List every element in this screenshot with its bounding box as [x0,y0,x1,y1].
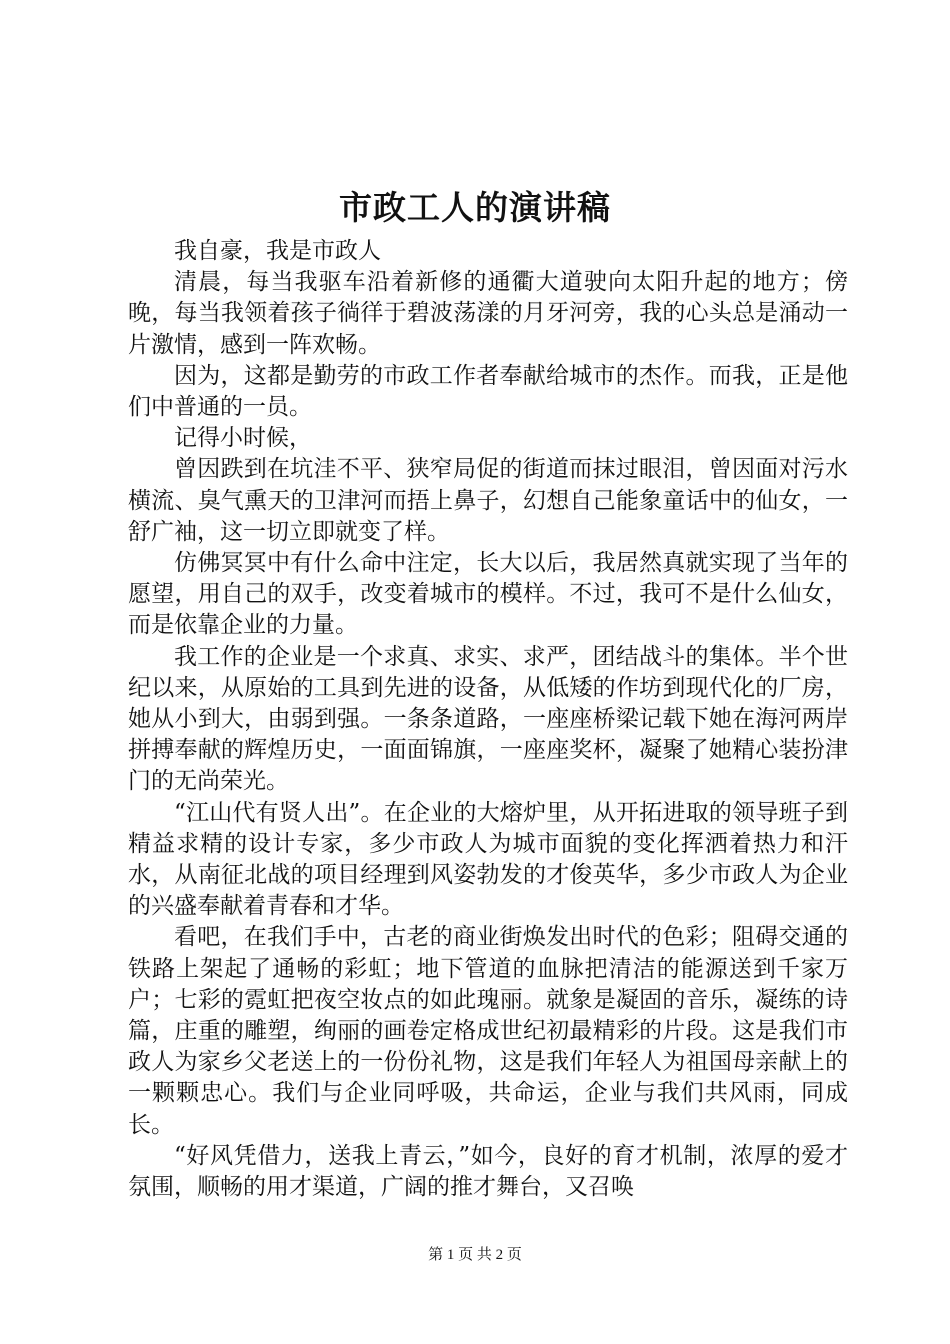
document-body [128,236,848,1203]
paragraph: 仿佛冥冥中有什么命中注定，长大以后，我居然真就实现了当年的愿望，用自己的双手，改变着城市的模样。不过，我可不是什么仙女，而是依靠企业的力量。 [128,550,848,639]
page-footer: 第 1 页 共 2 页 [428,1247,522,1263]
paragraph: 曾因跌到在坑洼不平、狭窄局促的街道而抹过眼泪，曾因面对污水横流、臭气熏天的卫津河而捂上鼻子，幻想自己能象童话中的仙女，一舒广袖，这一切立即就变了样。 [128,456,848,545]
paragraph: 清晨，每当我驱车沿着新修的通衢大道驶向太阳升起的地方；傍晚，每当我领着孩子徜徉于碧波荡漾的月牙河旁，我的心头总是涌动一片激情，感到一阵欢畅。 [128,269,848,358]
paragraph: 看吧，在我们手中，古老的商业街焕发出时代的色彩；阻碍交通的铁路上架起了通畅的彩虹；地下管道的血脉把清洁的能源送到千家万户；七彩的霓虹把夜空妆点的如此瑰丽。就象是凝固的音乐，凝练的诗篇，庄重的雕塑，绚丽的画卷定格成世纪初最精彩的片段。这是我们市政人为家乡父老送上的一份份礼物，这是我们年轻人为祖国母亲献上的一颗颗忠心。我们与企业同呼吸，共命运，企业与我们共风雨，同成长。 [128,924,848,1138]
paragraph: “江山代有贤人出”。在企业的大熔炉里，从开拓进取的领导班子到精益求精的设计专家，多少市政人为城市面貌的变化挥洒着热力和汗水，从南征北战的项目经理到风姿勃发的才俊英华，多少市政人为企业的兴盛奉献着青春和才华。 [128,799,848,920]
paragraph: “好风凭借力，送我上青云，”如今，良好的育才机制，浓厚的爱才氛围，顺畅的用才渠道，广阔的推才舞台，又召唤 [128,1142,848,1201]
paragraph: 我自豪，我是市政人 [174,238,381,264]
paragraph: 记得小时候， [174,425,312,452]
paragraph: 因为，这都是勤劳的市政工作者奉献给城市的杰作。而我，正是他们中普通的一员。 [128,362,848,421]
document-title: 市政工人的演讲稿 [339,188,611,227]
paragraph: 我工作的企业是一个求真、求实、求严，团结战斗的集体。半个世纪以来，从原始的工具到先进的设备，从低矮的作坊到现代化的厂房，她从小到大，由弱到强。一条条道路，一座座桥梁记载下她在海河两岸拼搏奉献的辉煌历史，一面面锦旗，一座座奖杯，凝聚了她精心装扮津门的无尚荣光。 [128,643,848,795]
